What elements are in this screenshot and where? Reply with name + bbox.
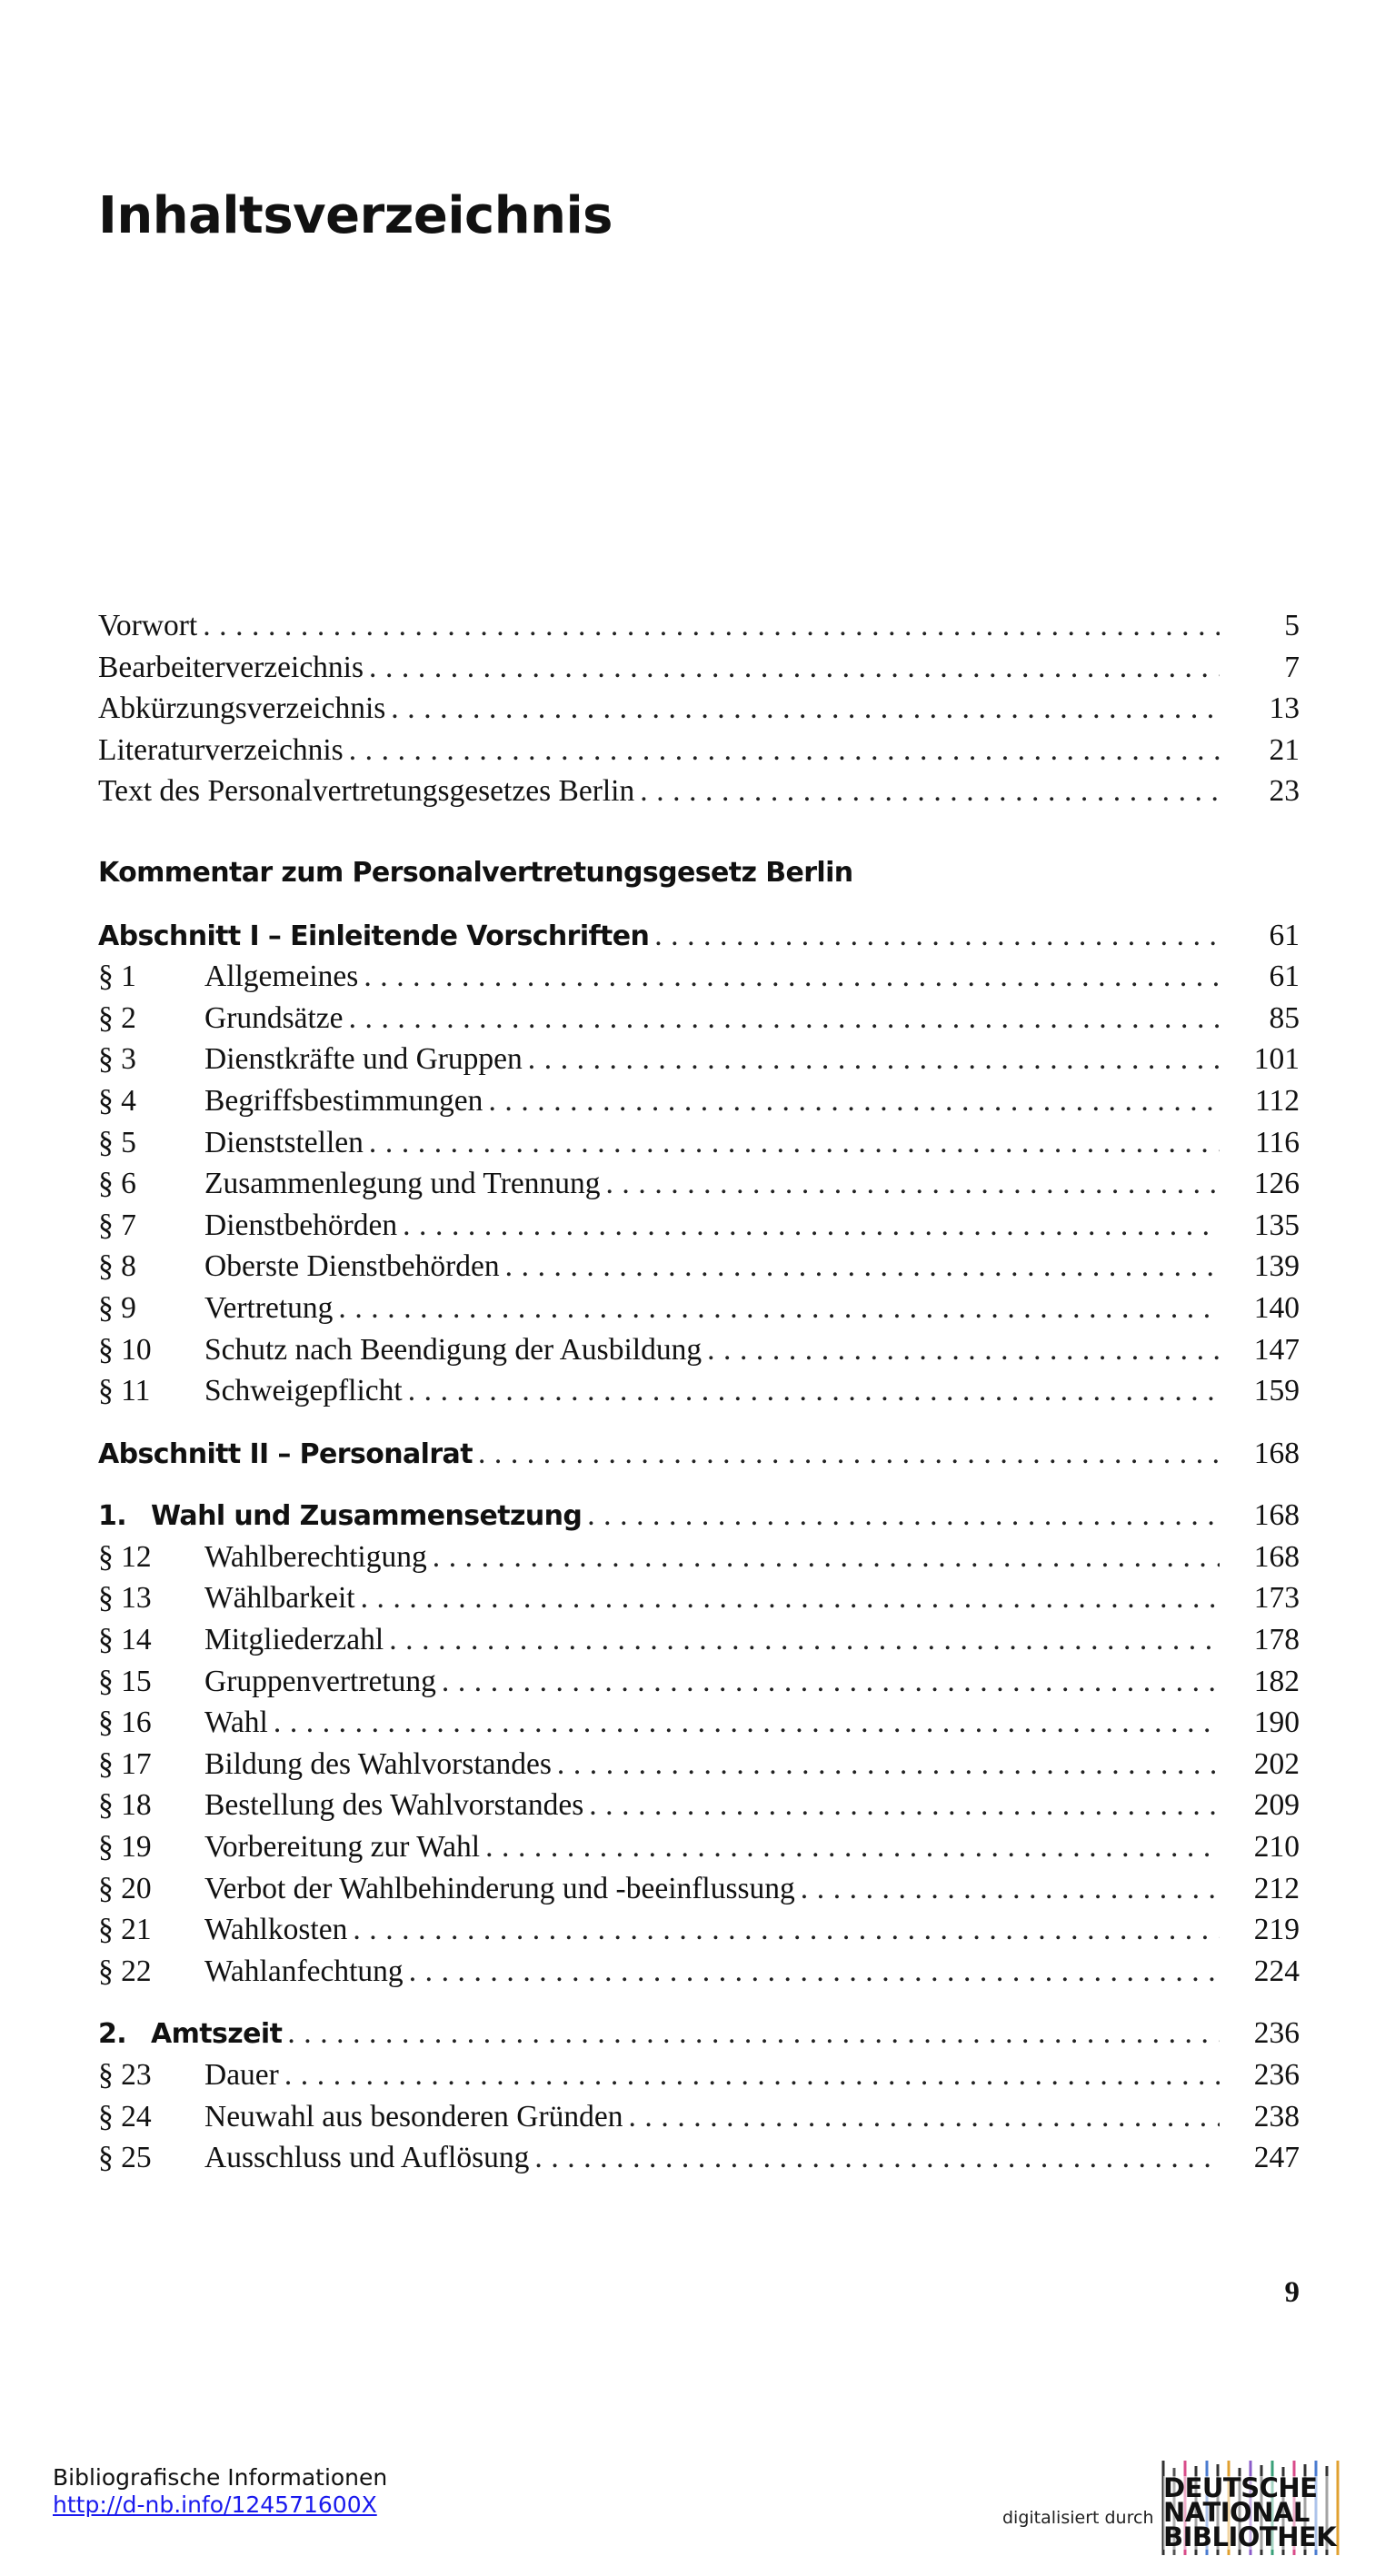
leader-dots xyxy=(707,1329,1220,1371)
toc-entry-label: Wählbarkeit xyxy=(204,1581,355,1616)
section-heading-entry[interactable] xyxy=(98,1433,1300,1475)
toc-entry-label: Schutz nach Beendigung der Ausbildung xyxy=(204,1332,702,1367)
toc-entry-label: Dauer xyxy=(204,2058,279,2092)
table-of-contents xyxy=(98,605,1300,2179)
section-page: 61 xyxy=(1269,918,1300,952)
toc-entry-label: Oberste Dienstbehörden xyxy=(204,1249,500,1284)
toc-entry-page: 212 xyxy=(1253,1871,1300,1905)
toc-entry[interactable] xyxy=(98,998,1300,1039)
toc-entry-page: 190 xyxy=(1253,1706,1300,1740)
section-heading-entry[interactable] xyxy=(98,915,1300,957)
toc-entry[interactable] xyxy=(98,1163,1300,1205)
toc-entry[interactable] xyxy=(98,1826,1300,1868)
dnb-logo xyxy=(1160,2461,1347,2555)
logo-line-2: NATIONAL xyxy=(1163,2497,1310,2528)
paragraph-number: § 6 xyxy=(98,1167,136,1201)
toc-entry-label: Vertretung xyxy=(204,1290,334,1325)
paragraph-number: § 22 xyxy=(98,1954,152,1988)
toc-entry-label: Grundsätze xyxy=(204,1000,344,1035)
leader-dots xyxy=(433,1537,1220,1578)
toc-entry-label: Begriffsbestimmungen xyxy=(204,1083,483,1118)
toc-entry[interactable] xyxy=(98,1122,1300,1164)
toc-entry-label: Vorbereitung zur Wahl xyxy=(204,1830,481,1865)
toc-entry-label: Bearbeiterverzeichnis xyxy=(98,650,364,684)
paragraph-number: § 21 xyxy=(98,1913,152,1947)
toc-entry-label: Dienstkräfte und Gruppen xyxy=(204,1042,523,1077)
toc-entry-label: Dienstbehörden xyxy=(204,1208,398,1242)
toc-entry-label: Bildung des Wahlvorstandes xyxy=(204,1746,552,1781)
leader-dots xyxy=(338,1288,1220,1329)
leader-dots xyxy=(369,1122,1220,1164)
leader-dots xyxy=(274,1702,1220,1744)
paragraph-number: § 15 xyxy=(98,1664,152,1698)
leader-dots xyxy=(605,1163,1220,1205)
leader-dots xyxy=(287,2013,1220,2054)
leader-dots xyxy=(349,998,1220,1039)
leader-dots xyxy=(349,730,1220,771)
toc-entry[interactable] xyxy=(98,605,1300,647)
paragraph-number: § 20 xyxy=(98,1871,152,1905)
toc-entry-page: 139 xyxy=(1253,1249,1300,1284)
toc-entry-page: 210 xyxy=(1253,1830,1300,1865)
toc-entry[interactable] xyxy=(98,1205,1300,1247)
paragraph-number: § 25 xyxy=(98,2141,152,2175)
toc-entry-label: Bestellung des Wahlvorstandes xyxy=(204,1788,584,1823)
toc-entry[interactable] xyxy=(98,730,1300,771)
toc-entry-page: 209 xyxy=(1253,1788,1300,1823)
leader-dots xyxy=(587,1495,1220,1537)
toc-entry-page: 173 xyxy=(1253,1581,1300,1616)
toc-entry[interactable] xyxy=(98,647,1300,689)
toc-entry[interactable] xyxy=(98,1577,1300,1619)
paragraph-number: § 2 xyxy=(98,1000,136,1035)
toc-entry-page: 85 xyxy=(1269,1000,1300,1035)
toc-entry-page: 159 xyxy=(1253,1374,1300,1408)
toc-entry-page: 101 xyxy=(1253,1042,1300,1077)
subsection-number: 2. xyxy=(98,2018,127,2051)
paragraph-number: § 12 xyxy=(98,1539,152,1574)
digitized-by-note: digitalisiert durch xyxy=(1002,2508,1154,2528)
toc-entry[interactable] xyxy=(98,1288,1300,1329)
paragraph-number: § 11 xyxy=(98,1374,151,1408)
toc-entry[interactable] xyxy=(98,1785,1300,1826)
toc-entry-page: 112 xyxy=(1254,1083,1300,1118)
toc-entry-label: Wahl xyxy=(204,1706,268,1740)
toc-entry[interactable] xyxy=(98,1370,1300,1412)
toc-entry-label: Vorwort xyxy=(98,609,198,642)
toc-entry-page: 247 xyxy=(1253,2141,1300,2175)
leader-dots xyxy=(488,1080,1220,1122)
toc-entry-page: 21 xyxy=(1269,732,1300,767)
subsection-1 xyxy=(98,1495,1300,1992)
toc-entry-label: Verbot der Wahlbehinderung und -beeinflussung xyxy=(204,1871,795,1905)
toc-entry[interactable] xyxy=(98,1039,1300,1080)
toc-entry[interactable] xyxy=(98,2054,1300,2096)
toc-entry-page: 147 xyxy=(1253,1332,1300,1367)
leader-dots xyxy=(369,647,1220,689)
toc-entry-label: Schweigepflicht xyxy=(204,1374,403,1408)
subsection-2 xyxy=(98,2013,1300,2178)
toc-entry-page: 5 xyxy=(1284,609,1300,642)
leader-dots xyxy=(589,1785,1220,1826)
toc-entry-page: 135 xyxy=(1253,1208,1300,1242)
paragraph-number: § 16 xyxy=(98,1706,152,1740)
toc-entry-page: 116 xyxy=(1254,1125,1300,1159)
leader-dots xyxy=(361,1577,1220,1619)
page-title: Inhaltsverzeichnis xyxy=(98,186,613,245)
spacer xyxy=(98,812,1300,852)
toc-entry[interactable] xyxy=(98,2137,1300,2179)
section-1 xyxy=(98,915,1300,1412)
toc-entry-page: 7 xyxy=(1284,650,1300,684)
leader-dots xyxy=(391,688,1220,730)
front-matter-list xyxy=(98,605,1300,812)
subsection-heading-entry[interactable] xyxy=(98,1495,1300,1537)
toc-entry[interactable] xyxy=(98,1246,1300,1288)
toc-entry-label: Allgemeines xyxy=(204,960,359,994)
paragraph-number: § 5 xyxy=(98,1125,136,1159)
section-page: 168 xyxy=(1253,1436,1300,1470)
toc-entry-label: Abkürzungsverzeichnis xyxy=(98,691,386,726)
toc-entry[interactable] xyxy=(98,1868,1300,1910)
toc-entry-page: 23 xyxy=(1269,774,1300,809)
toc-entry[interactable] xyxy=(98,1619,1300,1661)
spacer xyxy=(98,1992,1300,2013)
commentary-heading: Kommentar zum Personalvertretungsgesetz Berlin xyxy=(98,856,853,889)
section-title: Abschnitt I – Einleitende Vorschriften xyxy=(98,920,650,952)
toc-entry[interactable] xyxy=(98,1909,1300,1951)
leader-dots xyxy=(640,771,1220,812)
leader-dots xyxy=(442,1661,1220,1703)
paragraph-number: § 19 xyxy=(98,1830,152,1865)
toc-entry-label: Zusammenlegung und Trennung xyxy=(204,1167,601,1201)
leader-dots xyxy=(284,2054,1220,2096)
toc-entry-label: Ausschluss und Auflösung xyxy=(204,2141,530,2175)
toc-entry-page: 13 xyxy=(1269,691,1300,726)
biblio-link[interactable]: http://d-nb.info/124571600X xyxy=(53,2491,377,2518)
leader-dots xyxy=(801,1868,1220,1910)
toc-entry-page: 178 xyxy=(1253,1623,1300,1657)
logo-line-3: BIBLIOTHEK xyxy=(1163,2521,1337,2552)
section-title: Abschnitt II – Personalrat xyxy=(98,1437,473,1470)
bibliographic-info xyxy=(53,2464,387,2519)
paragraph-number: § 1 xyxy=(98,960,136,994)
toc-entry[interactable] xyxy=(98,1080,1300,1122)
toc-entry[interactable] xyxy=(98,1537,1300,1578)
paragraph-number: § 9 xyxy=(98,1290,136,1325)
paragraph-number: § 10 xyxy=(98,1332,152,1367)
toc-entry-label: Neuwahl aus besonderen Gründen xyxy=(204,2099,623,2133)
leader-dots xyxy=(408,1370,1220,1412)
toc-entry-label: Gruppenvertretung xyxy=(204,1664,436,1698)
biblio-label: Bibliografische Informationen xyxy=(53,2464,388,2491)
toc-entry-label: Wahlberechtigung xyxy=(204,1539,427,1574)
toc-entry[interactable] xyxy=(98,2096,1300,2138)
subsection-number: 1. xyxy=(98,1500,127,1533)
toc-entry-page: 219 xyxy=(1253,1913,1300,1947)
toc-entry-page: 140 xyxy=(1253,1290,1300,1325)
toc-entry-label: Literaturverzeichnis xyxy=(98,732,344,767)
subsection-page: 236 xyxy=(1253,2016,1300,2051)
toc-entry[interactable] xyxy=(98,688,1300,730)
paragraph-number: § 18 xyxy=(98,1788,152,1823)
spacer xyxy=(98,1474,1300,1495)
paragraph-number: § 23 xyxy=(98,2058,152,2092)
toc-entry-label: Mitgliederzahl xyxy=(204,1623,384,1657)
leader-dots xyxy=(203,605,1220,647)
toc-entry-label: Wahlanfechtung xyxy=(204,1954,404,1988)
paragraph-number: § 7 xyxy=(98,1208,136,1242)
leader-dots xyxy=(534,2137,1220,2179)
subsection-title: Amtszeit xyxy=(151,2018,283,2051)
logo-line-1: DEUTSCHE xyxy=(1163,2472,1318,2503)
toc-entry[interactable] xyxy=(98,1702,1300,1744)
leader-dots xyxy=(364,956,1220,998)
toc-entry-page: 126 xyxy=(1253,1167,1300,1201)
paragraph-number: § 3 xyxy=(98,1042,136,1077)
paragraph-number: § 24 xyxy=(98,2099,152,2133)
subsection-page: 168 xyxy=(1253,1498,1300,1533)
leader-dots xyxy=(654,915,1220,957)
toc-entry[interactable] xyxy=(98,1951,1300,1993)
spacer xyxy=(98,1412,1300,1433)
paragraph-number: § 4 xyxy=(98,1083,136,1118)
toc-entry-page: 168 xyxy=(1253,1539,1300,1574)
paragraph-number: § 14 xyxy=(98,1623,152,1657)
leader-dots xyxy=(353,1909,1220,1951)
toc-entry-page: 224 xyxy=(1253,1954,1300,1988)
toc-entry-label: Text des Personalvertretungsgesetzes Berlin xyxy=(98,774,635,809)
toc-entry[interactable] xyxy=(98,771,1300,812)
paragraph-number: § 17 xyxy=(98,1746,152,1781)
subsection-title: Wahl und Zusammensetzung xyxy=(151,1500,583,1533)
toc-entry-page: 182 xyxy=(1253,1664,1300,1698)
toc-entry[interactable] xyxy=(98,956,1300,998)
toc-entry-label: Dienststellen xyxy=(204,1125,364,1159)
toc-entry-page: 202 xyxy=(1253,1746,1300,1781)
paragraph-number: § 8 xyxy=(98,1249,136,1284)
leader-dots xyxy=(628,2096,1220,2138)
leader-dots xyxy=(409,1951,1220,1993)
leader-dots xyxy=(557,1744,1220,1785)
leader-dots xyxy=(528,1039,1220,1080)
paragraph-number: § 13 xyxy=(98,1581,152,1616)
leader-dots xyxy=(389,1619,1220,1661)
spacer xyxy=(98,894,1300,915)
leader-dots xyxy=(478,1433,1220,1475)
subsection-heading-entry[interactable] xyxy=(98,2013,1300,2054)
toc-entry[interactable] xyxy=(98,1661,1300,1703)
toc-entry-label: Wahlkosten xyxy=(204,1913,348,1947)
toc-entry-page: 236 xyxy=(1253,2058,1300,2092)
toc-entry-page: 61 xyxy=(1269,960,1300,994)
leader-dots xyxy=(485,1826,1220,1868)
dnb-logo-text xyxy=(1163,2472,1337,2552)
toc-entry[interactable] xyxy=(98,1744,1300,1785)
toc-entry[interactable] xyxy=(98,1329,1300,1371)
leader-dots xyxy=(505,1246,1220,1288)
leader-dots xyxy=(403,1205,1220,1247)
toc-entry-page: 238 xyxy=(1253,2099,1300,2133)
page-number: 9 xyxy=(1284,2276,1300,2309)
